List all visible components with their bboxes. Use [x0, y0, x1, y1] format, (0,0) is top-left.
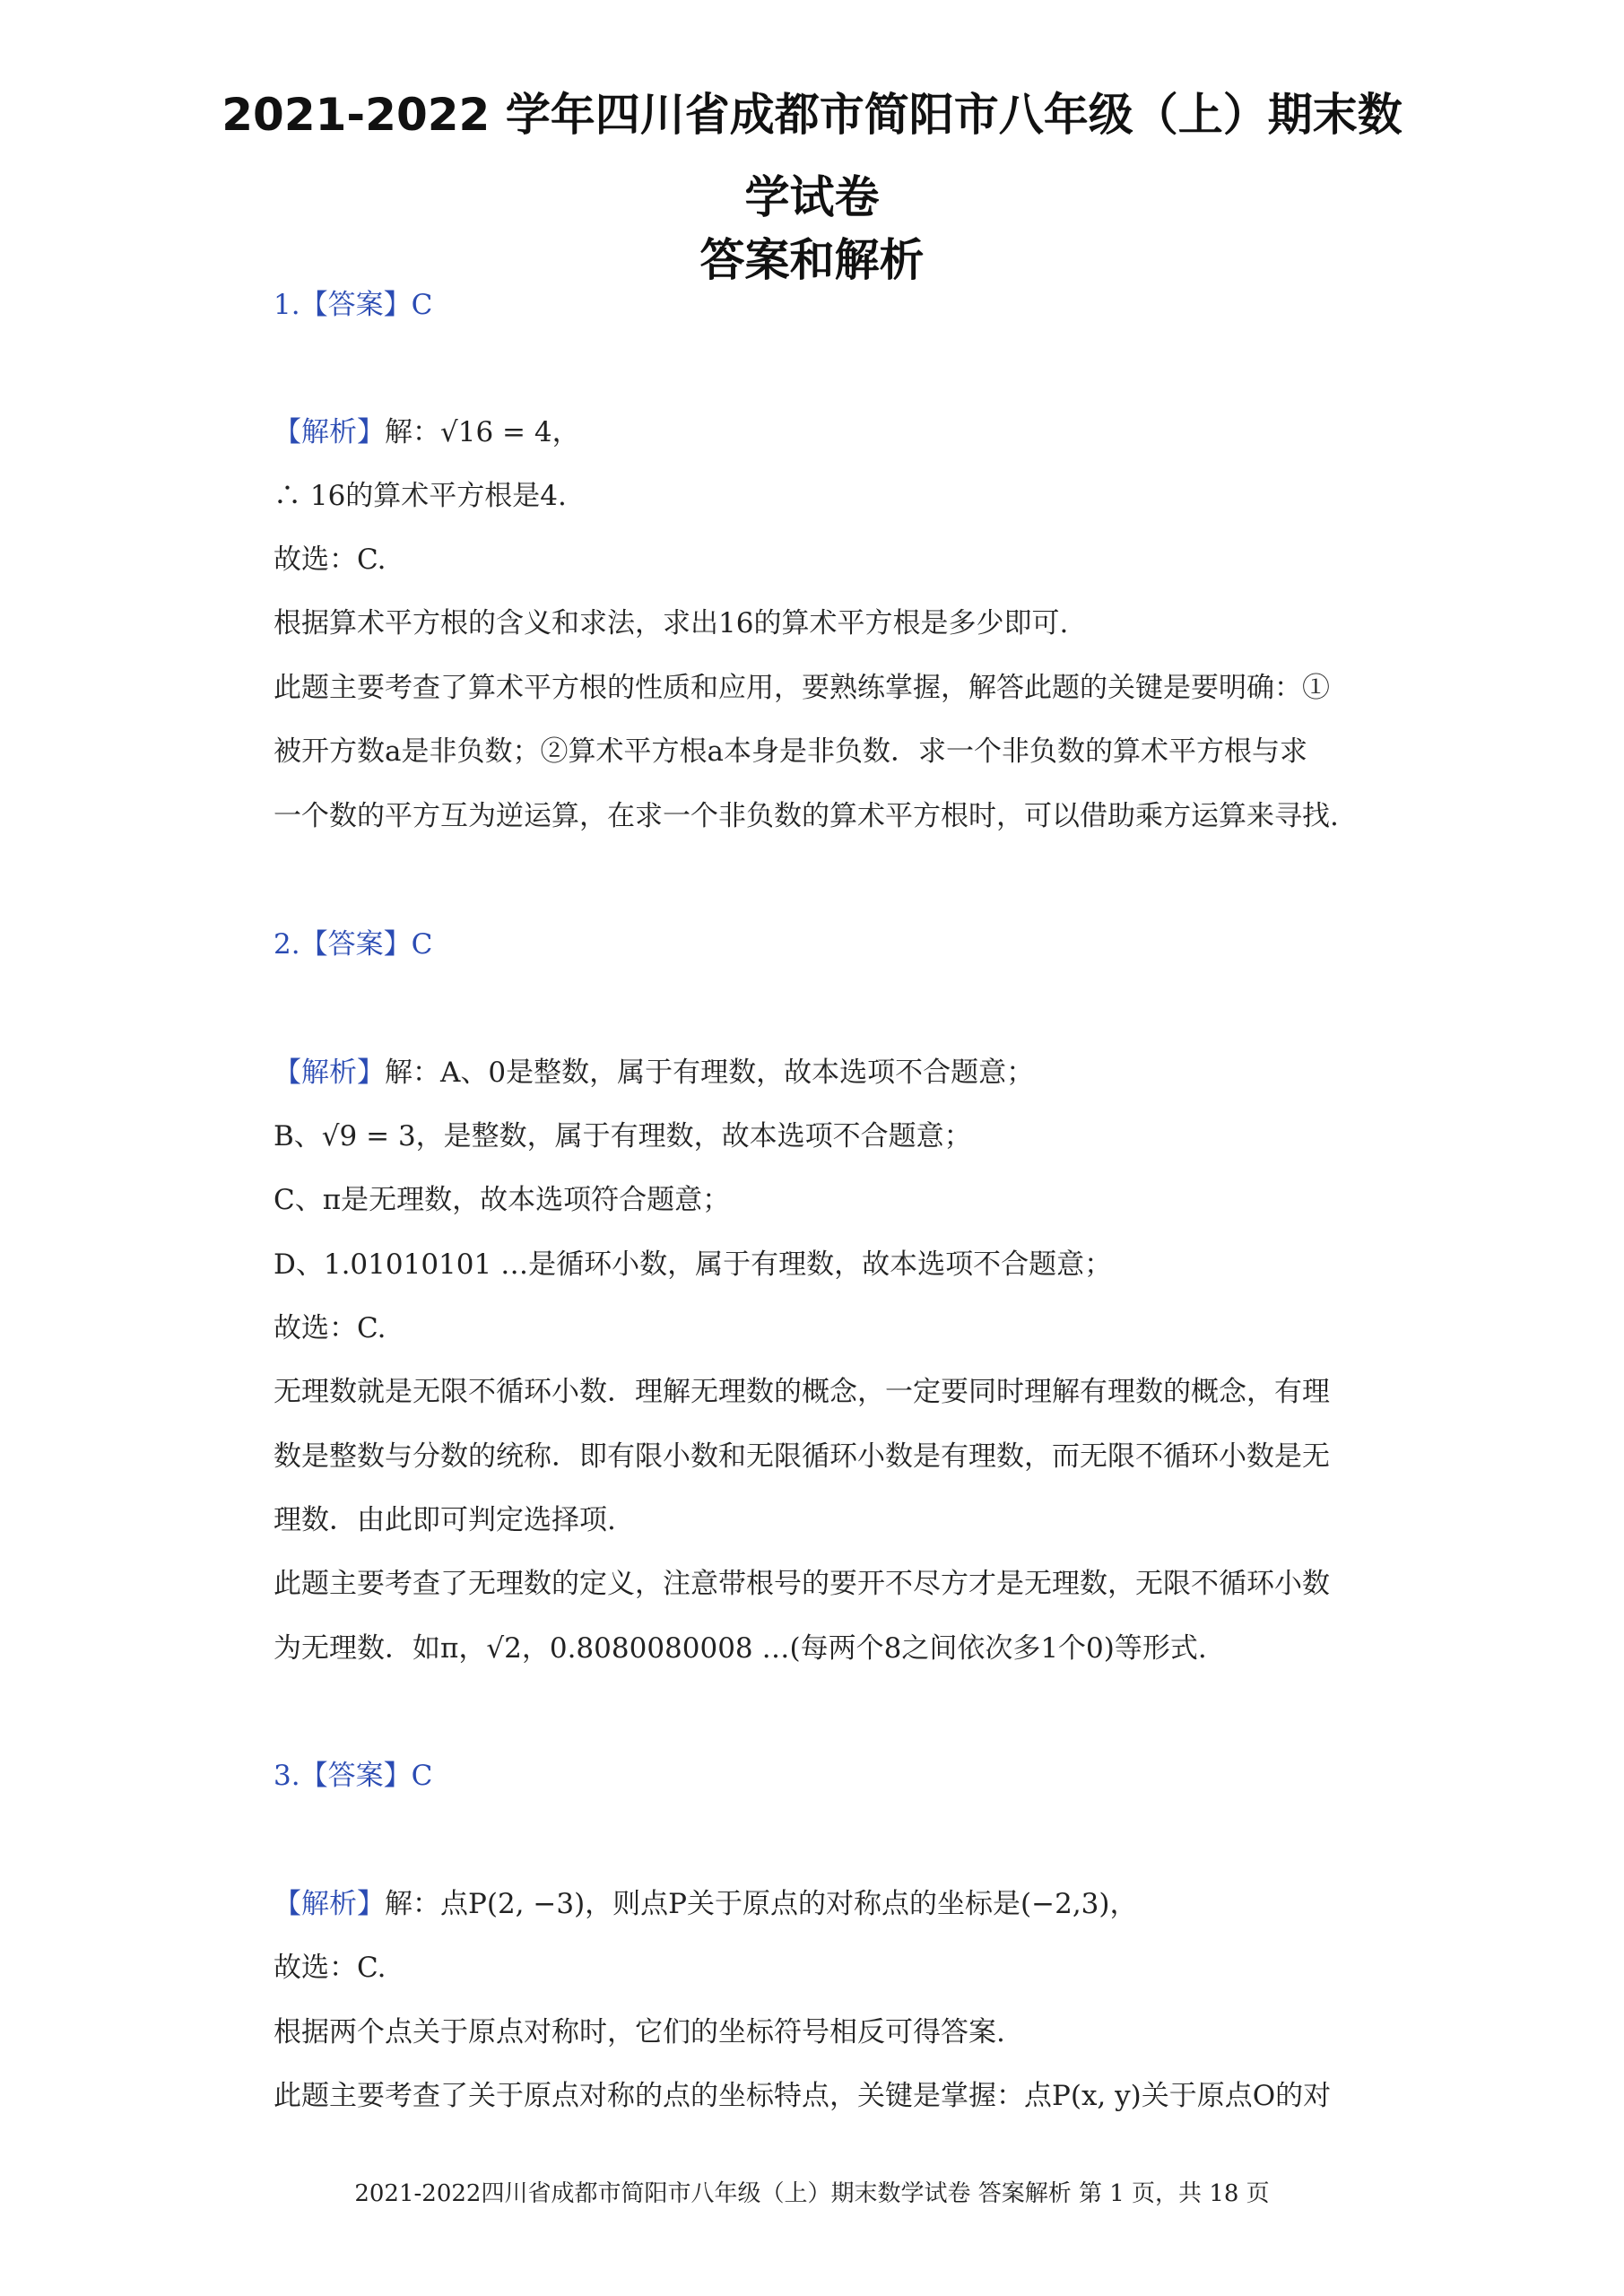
q2-analysis-line-8: 理数．由此即可判定选择项.	[274, 1504, 616, 1536]
q3-answer: 3.【答案】C	[274, 1760, 433, 1792]
document-title-line-2: 学试卷	[744, 171, 880, 223]
page-footer: 2021-2022四川省成都市简阳市八年级（上）期末数学试卷 答案解析 第 1 页，共 18 页	[354, 2180, 1270, 2207]
q3-analysis-line-2: 故选：C.	[274, 1952, 386, 1984]
q1-analysis-line-7: 一个数的平方互为逆运算，在求一个非负数的算术平方根时，可以借助乘方运算来寻找.	[274, 800, 1339, 832]
q2-analysis-tag: 【解析】	[274, 1057, 385, 1089]
q2-analysis-line-1	[274, 1055, 1034, 1091]
q2-analysis-line-10: 为无理数．如π，√2，0.8080080008 …(每两个8之间依次多1个0)等形式.	[274, 1632, 1207, 1665]
q1-analysis-line-1	[274, 414, 580, 450]
document-subtitle: 答案和解析	[699, 234, 925, 286]
q3-analysis-line-3: 根据两个点关于原点对称时，它们的坐标符号相反可得答案.	[274, 2016, 1005, 2048]
q1-analysis-line-6: 被开方数a是非负数；②算术平方根a本身是非负数．求一个非负数的算术平方根与求	[274, 735, 1307, 768]
q2-analysis-line-7: 数是整数与分数的统称．即有限小数和无限循环小数是有理数，而无限不循环小数是无	[274, 1440, 1330, 1473]
q1-analysis-text: 解：√16 = 4，	[385, 416, 580, 448]
q1-answer: 1.【答案】C	[274, 289, 433, 321]
q1-analysis-line-4: 根据算术平方根的含义和求法，求出16的算术平方根是多少即可.	[274, 607, 1069, 639]
q1-analysis-tag: 【解析】	[274, 416, 385, 448]
document-title-line-1: 2021-2022 学年四川省成都市简阳市八年级（上）期末数	[221, 89, 1403, 141]
q2-analysis-line-2: B、√9 = 3，是整数，属于有理数，故本选项不合题意；	[274, 1120, 972, 1152]
q3-analysis-tag: 【解析】	[274, 1888, 385, 1920]
q1-analysis-line-5: 此题主要考查了算术平方根的性质和应用，要熟练掌握，解答此题的关键是要明确：①	[274, 672, 1330, 704]
q3-analysis-text: 解：点P(2, −3)，则点P关于原点的对称点的坐标是(−2,3)，	[385, 1888, 1138, 1920]
q2-analysis-text: 解：A、0是整数，属于有理数，故本选项不合题意；	[385, 1057, 1035, 1089]
q2-analysis-line-5: 故选：C.	[274, 1312, 386, 1344]
q2-analysis-line-4: D、1.01010101 …是循环小数，属于有理数，故本选项不合题意；	[274, 1248, 1113, 1281]
q2-analysis-line-9: 此题主要考查了无理数的定义，注意带根号的要开不尽方才是无理数，无限不循环小数	[274, 1568, 1330, 1600]
q1-analysis-line-2: ∴ 16的算术平方根是4.	[274, 480, 567, 512]
q3-analysis-line-1	[274, 1886, 1138, 1922]
q2-analysis-line-6: 无理数就是无限不循环小数．理解无理数的概念，一定要同时理解有理数的概念，有理	[274, 1376, 1330, 1408]
q1-analysis-line-3: 故选：C.	[274, 544, 386, 576]
q2-answer: 2.【答案】C	[274, 928, 433, 961]
q3-analysis-line-4: 此题主要考查了关于原点对称的点的坐标特点，关键是掌握：点P(x, y)关于原点O的对	[274, 2080, 1332, 2112]
q2-analysis-line-3: C、π是无理数，故本选项符合题意；	[274, 1184, 731, 1216]
